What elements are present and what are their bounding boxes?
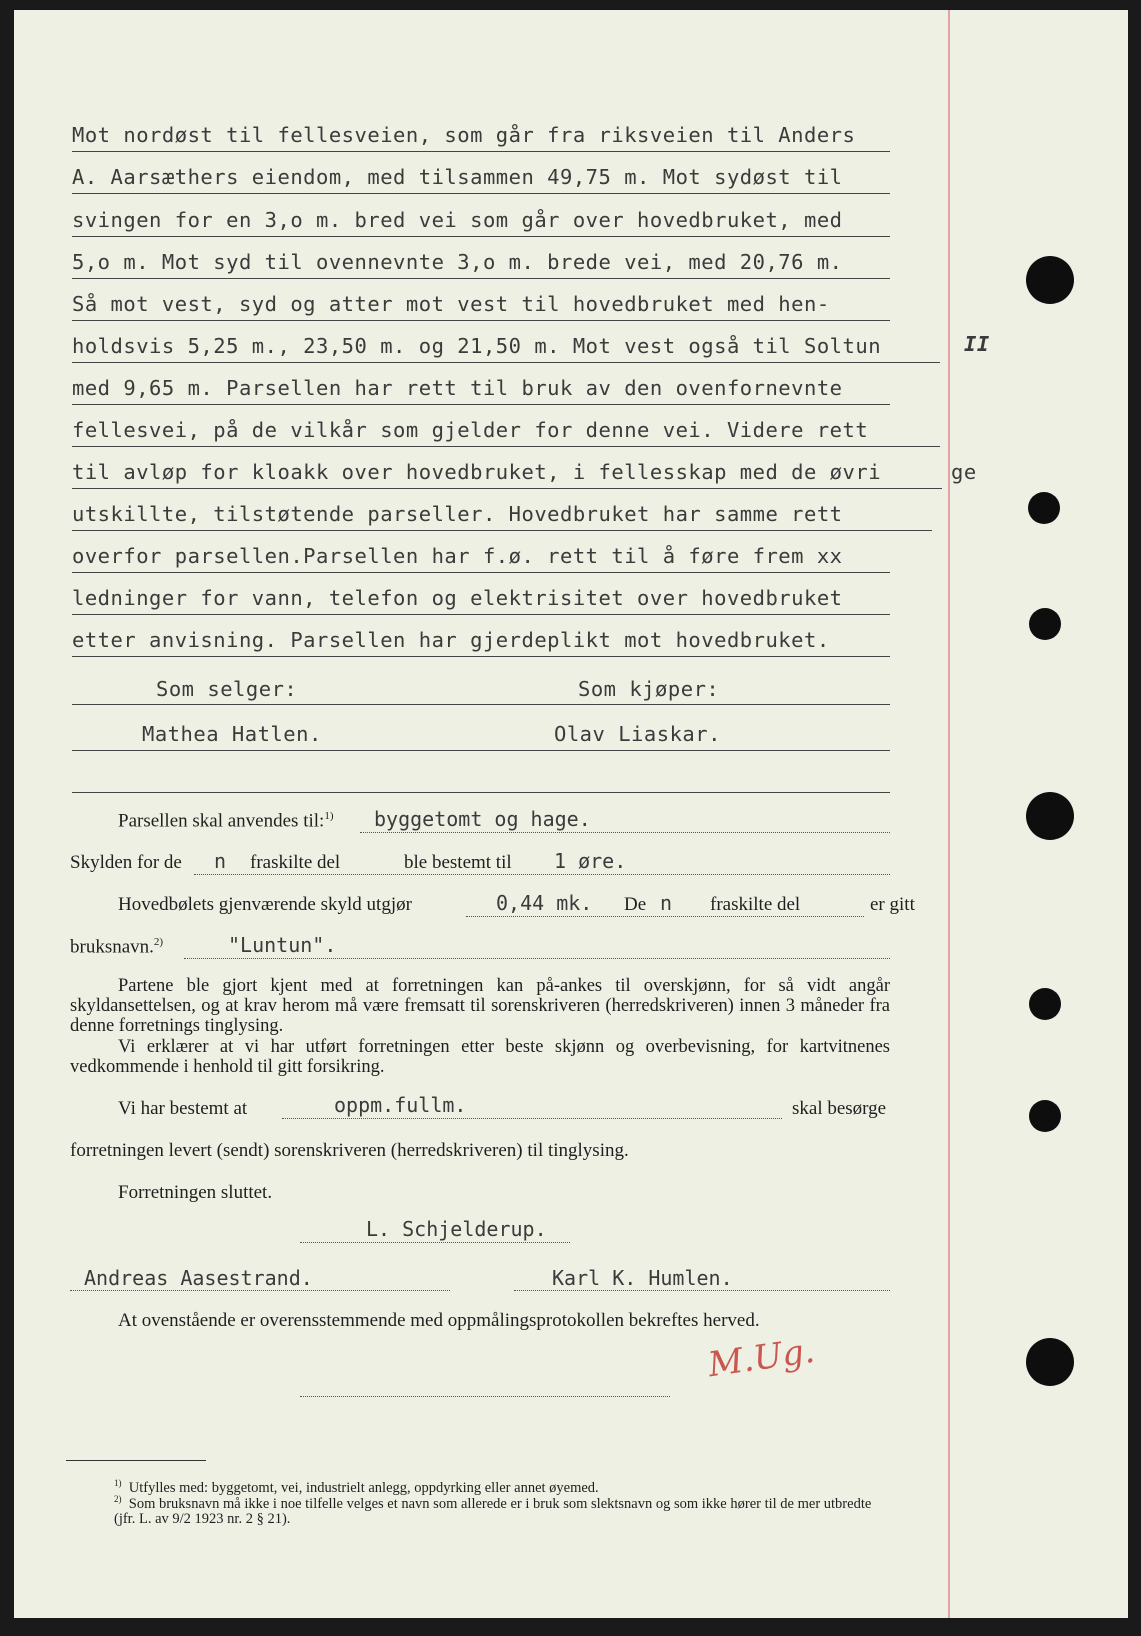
hoved-n: n [660, 891, 673, 915]
signature-line [72, 792, 890, 793]
hoved-fraskilte: fraskilte del [710, 894, 801, 915]
witness-right-signature: Karl K. Humlen. [552, 1266, 733, 1290]
typed-underline [72, 320, 890, 321]
typed-line: til avløp for kloakk over hovedbruket, i fellesskap med de øvri [72, 460, 882, 484]
signature-line [72, 750, 890, 751]
binder-hole [1026, 256, 1074, 304]
buyer-name: Olav Liaskar. [554, 722, 721, 746]
declaration-paragraph: Vi erklærer at vi har utført forretningen etter beste skjønn og overbevisning, for kartvitnenes vedkommende i henhold til gitt forsikring. [70, 1037, 890, 1077]
authorization-dotline [300, 1396, 670, 1397]
buyer-label: Som kjøper: [578, 677, 720, 701]
certification-text: At ovenstående er overensstemmende med oppmålingsprotokollen bekreftes herved. [118, 1310, 760, 1331]
typed-underline [72, 446, 940, 447]
hoved-gitt: er gitt [870, 894, 915, 915]
typed-underline [72, 236, 890, 237]
typed-line: med 9,65 m. Parsellen har rett til bruk av den ovenfornevnte [72, 376, 843, 400]
binder-hole [1029, 988, 1061, 1020]
typed-underline [72, 404, 890, 405]
objection-paragraph: Partene ble gjort kjent med at forretningen kan på-ankes til overskjønn, for så vidt angår skyldansettelsen, og at krav herom må være fremsatt til sorenskriveren (herredskriveren) innen 3 måneder fra denne forretnings tinglysing. [70, 976, 890, 1036]
skyld-label-c: ble bestemt til [404, 852, 512, 873]
skyld-label-a: Skylden for de [70, 852, 182, 873]
bestemt-dotline [282, 1118, 782, 1119]
binder-hole [1029, 1100, 1061, 1132]
skyld-label-b: fraskilte del [250, 852, 341, 873]
document-page [14, 10, 1128, 1618]
skyld-dotline [194, 874, 890, 875]
typed-underline [72, 193, 890, 194]
binder-hole [1026, 1338, 1074, 1386]
witness-left-dotline [70, 1290, 450, 1291]
footnote-2: $^{2)}$ Som bruksnavn må ikke i noe tilfelle velges et navn som allerede er i bruk som slektsnavn og som ikke hører til de mer utbredte (jfr. L. av 9/2 1923 nr. 2 § 21). [114, 1494, 872, 1527]
bruksnavn-dotline [184, 958, 890, 959]
typed-line: overfor parsellen.Parsellen har f.ø. rett til å føre frem xx [72, 544, 843, 568]
typed-underline [72, 151, 890, 152]
footnote-rule [66, 1460, 206, 1461]
margin-note-roman: II [964, 332, 990, 356]
bestemt-value: oppm.fullm. [334, 1093, 467, 1117]
levert-text: forretningen levert (sendt) sorenskriveren (herredskriveren) til tinglysing. [70, 1140, 629, 1161]
seller-label: Som selger: [156, 677, 298, 701]
typed-line: A. Aarsæthers eiendom, med tilsammen 49,75 m. Mot sydøst til [72, 165, 843, 189]
typed-underline [72, 572, 890, 573]
typed-underline [72, 278, 890, 279]
typed-underline [72, 362, 940, 363]
sluttet-text: Forretningen sluttet. [118, 1182, 273, 1203]
seller-name: Mathea Hatlen. [142, 722, 322, 746]
hoved-de: De [624, 894, 647, 915]
typed-line: ledninger for vann, telefon og elektrisitet over hovedbruket [72, 586, 843, 610]
typed-line: Mot nordøst til fellesveien, som går fra riksveien til Anders [72, 123, 856, 147]
hoved-label: Hovedbølets gjenværende skyld utgjør [118, 894, 412, 915]
binder-hole [1029, 608, 1061, 640]
bruksnavn-value: "Luntun". [228, 933, 337, 957]
margin-rule [948, 10, 950, 1618]
hoved-value: 0,44 mk. [496, 891, 593, 915]
typed-underline [72, 488, 942, 489]
typed-underline [72, 530, 932, 531]
bestemt-label: Vi har bestemt at [118, 1098, 248, 1119]
skyld-value: 1 øre. [554, 849, 627, 873]
use-dotline [360, 832, 890, 833]
binder-hole [1026, 792, 1074, 840]
use-value: byggetomt og hage. [374, 807, 591, 831]
typed-underline [72, 614, 890, 615]
typed-line: holdsvis 5,25 m., 23,50 m. og 21,50 m. Mot vest også til Soltun [72, 334, 882, 358]
typed-line: 5,o m. Mot syd til ovennevnte 3,o m. brede vei, med 20,76 m. [72, 250, 843, 274]
signature-line [72, 704, 890, 705]
typed-line: Så mot vest, syd og atter mot vest til hovedbruket med hen- [72, 292, 830, 316]
hoved-dotline [466, 916, 864, 917]
typed-underline [72, 656, 890, 657]
footnote-1: $^{1)}$ Utfylles med: byggetomt, vei, industrielt anlegg, oppdyrking eller annet øyemed. [114, 1478, 599, 1496]
witness-right-dotline [514, 1290, 890, 1291]
typed-line: fellesvei, på de vilkår som gjelder for denne vei. Videre rett [72, 418, 869, 442]
typed-line: svingen for en 3,o m. bred vei som går over hovedbruket, med [72, 208, 843, 232]
besorge-text: skal besørge [792, 1098, 887, 1119]
leader-dotline [300, 1242, 570, 1243]
typed-line: utskillte, tilstøtende parseller. Hovedbruket har samme rett [72, 502, 843, 526]
bruksnavn-label: bruksnavn.$^{2)}$ [70, 936, 164, 958]
margin-note-ge: ge [951, 460, 977, 484]
red-initials-signature: M.Ug. [705, 1330, 818, 1386]
binder-hole [1028, 492, 1060, 524]
skyld-n: n [214, 849, 227, 873]
use-label: Parsellen skal anvendes til:$^{1)}$ [118, 810, 334, 832]
typed-line: etter anvisning. Parsellen har gjerdeplikt mot hovedbruket. [72, 628, 830, 652]
leader-signature: L. Schjelderup. [366, 1217, 547, 1241]
witness-left-signature: Andreas Aasestrand. [84, 1266, 313, 1290]
